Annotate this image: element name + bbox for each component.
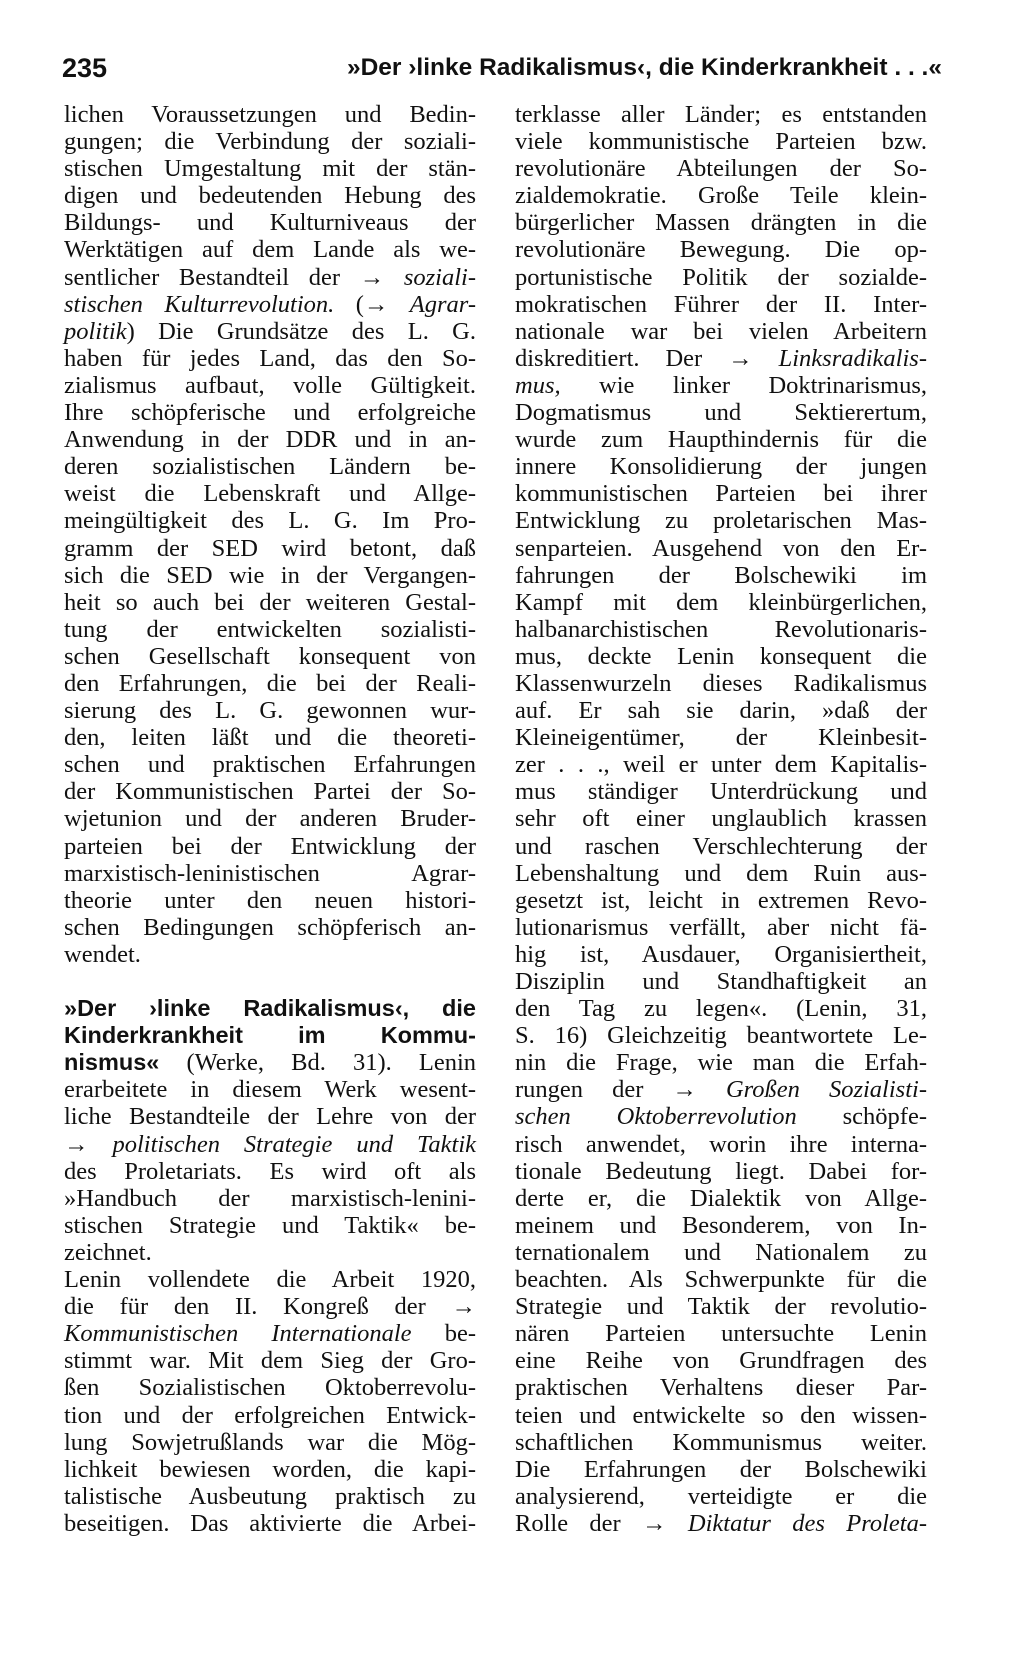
text-line: gungen; die Verbindung der soziali- [64, 128, 476, 156]
text-line: Lenin vollendete die Arbeit 1920, [64, 1266, 476, 1294]
text-line: Klassenwurzeln dieses Radikalismus [515, 669, 927, 697]
text-line: wendet. [64, 940, 141, 968]
entry-heading-line: nismus« (Werke, Bd. 31). Lenin [64, 1049, 476, 1077]
text-line: Entwicklung zu proletarischen Mas- [515, 507, 927, 535]
text-line: heit so auch bei der weiteren Gestal- [64, 588, 476, 616]
page-number: 235 [62, 53, 108, 83]
text-line: sierung des L. G. gewonnen wur- [64, 697, 476, 725]
text-line: praktischen Verhaltens dieser Par- [515, 1374, 927, 1402]
text-line: Dogmatismus und Sektierertum, [515, 399, 927, 427]
text-line: risch anwendet, worin ihre interna- [515, 1130, 927, 1158]
text-line: stischen Kulturrevolution. (→ Agrar- [64, 290, 476, 318]
right-column [515, 101, 927, 1537]
text-line: ßen Sozialistischen Oktoberrevolu- [64, 1374, 476, 1402]
text-line: Kleineigentümer, der Kleinbesit- [515, 724, 927, 752]
text-line: meingültigkeit des L. G. Im Pro- [64, 507, 476, 535]
text-line: »Handbuch der marxistisch-lenini- [64, 1184, 476, 1212]
text-line: Strategie und Taktik der revolutio- [515, 1293, 927, 1321]
text-line: deren sozialistischen Ländern be- [64, 453, 476, 481]
text-line: den Erfahrungen, die bei der Reali- [64, 669, 476, 697]
text-line: schen Gesellschaft konsequent von [64, 642, 476, 670]
text-line: teien und entwickelte so den wissen- [515, 1401, 927, 1429]
entry-heading-line: Kinderkrankheit im Kommu- [64, 1022, 476, 1049]
text-line: auf. Er sah sie darin, »daß der [515, 697, 927, 725]
text-line: Kampf mit dem kleinbürgerlichen, [515, 588, 927, 616]
text-line: innere Konsolidierung der jungen [515, 453, 927, 481]
text-line: mus, deckte Lenin konsequent die [515, 642, 927, 670]
text-line: Lebenshaltung und dem Ruin aus- [515, 859, 927, 887]
text-line: theorie unter den neuen histori- [64, 886, 476, 914]
text-line: nin die Frage, wie man die Erfah- [515, 1049, 927, 1077]
text-line: zer . . ., weil er unter dem Kapitalis- [515, 751, 927, 779]
text-line: schen Bedingungen schöpferisch an- [64, 913, 476, 941]
text-line: kommunistischen Parteien bei ihrer [515, 480, 927, 508]
text-line: revolutionäre Abteilungen der So- [515, 155, 927, 183]
text-line: stischen Umgestaltung mit der stän- [64, 155, 476, 183]
page-header [62, 50, 942, 90]
text-line: tionale Bedeutung liegt. Dabei for- [515, 1157, 927, 1185]
paragraph-gap [64, 968, 476, 995]
text-line: Anwendung in der DDR und in an- [64, 426, 476, 454]
text-line: meinem und Besonderem, von In- [515, 1211, 927, 1239]
text-line: eine Reihe von Grundfragen des [515, 1347, 927, 1375]
text-line: beachten. Als Schwerpunkte für die [515, 1266, 927, 1294]
text-line: marxistisch-leninistischen Agrar- [64, 859, 476, 887]
text-line: liche Bestandteile der Lehre von der [64, 1103, 476, 1131]
text-line: des Proletariats. Es wird oft als [64, 1157, 476, 1185]
text-line: die für den II. Kongreß der → [64, 1293, 476, 1321]
text-line: lichen Voraussetzungen und Bedin- [64, 101, 476, 128]
text-line: diskreditiert. Der → Linksradikalis- [515, 344, 927, 372]
text-line: zeichnet. [64, 1238, 152, 1266]
text-line: Kommunistischen Internationale be- [64, 1320, 476, 1348]
left-column [64, 101, 476, 1537]
text-line: portunistische Politik der sozialde- [515, 263, 927, 291]
text-line: Die Erfahrungen der Bolschewiki [515, 1455, 927, 1483]
text-line: sich die SED wie in der Vergangen- [64, 561, 476, 589]
text-line: parteien bei der Entwicklung der [64, 832, 476, 860]
text-line: lung Sowjetrußlands war die Mög- [64, 1428, 476, 1456]
text-line: Bildungs- und Kulturniveaus der [64, 209, 476, 237]
text-line: viele kommunistische Parteien bzw. [515, 128, 927, 156]
text-line: lichkeit bewiesen worden, die kapi- [64, 1455, 476, 1483]
text-line: derte er, die Dialektik von Allge- [515, 1184, 927, 1212]
text-line: Ihre schöpferische und erfolgreiche [64, 399, 476, 427]
text-line: und raschen Verschlechterung der [515, 832, 927, 860]
text-line: wjetunion und der anderen Bruder- [64, 805, 476, 833]
text-line: tung der entwickelten sozialisti- [64, 615, 476, 643]
running-title: »Der ›linke Radikalismus‹, die Kinderkrankheit . . .« [346, 54, 942, 81]
text-line: den, leiten läßt und die theoreti- [64, 724, 476, 752]
text-line: Rolle der → Diktatur des Proleta- [515, 1509, 927, 1537]
text-line: sentlicher Bestandteil der → soziali- [64, 263, 476, 291]
text-line: schen und praktischen Erfahrungen [64, 751, 476, 779]
text-line: stimmt war. Mit dem Sieg der Gro- [64, 1347, 476, 1375]
text-line: der Kommunistischen Partei der So- [64, 778, 476, 806]
text-line: zialismus aufbaut, volle Gültigkeit. [64, 371, 476, 399]
text-line: tion und der erfolgreichen Entwick- [64, 1401, 476, 1429]
text-line: haben für jedes Land, das den So- [64, 344, 476, 372]
text-line: Werktätigen auf dem Lande als we- [64, 236, 476, 264]
text-line: terklasse aller Länder; es entstanden [515, 101, 927, 128]
text-line: zialdemokratie. Große Teile klein- [515, 182, 927, 210]
entry-heading-line: »Der ›linke Radikalismus‹, die [64, 995, 476, 1022]
text-line: S. 16) Gleichzeitig beantwortete Le- [515, 1022, 927, 1050]
text-line: hig ist, Ausdauer, Organisiertheit, [515, 940, 927, 968]
text-line: lutionarismus verfällt, aber nicht fä- [515, 913, 927, 941]
text-line: Disziplin und Standhaftigkeit an [515, 968, 927, 995]
text-line: stischen Strategie und Taktik« be- [64, 1211, 476, 1239]
text-line: weist die Lebenskraft und Allge- [64, 480, 476, 508]
text-line: den Tag zu legen«. (Lenin, 31, [515, 995, 927, 1023]
text-line: halbanarchistischen Revolutionaris- [515, 615, 927, 643]
text-line: nären Parteien untersuchte Lenin [515, 1320, 927, 1348]
text-line: ternationalem und Nationalem zu [515, 1238, 927, 1266]
text-line: schaftlichen Kommunismus weiter. [515, 1428, 927, 1456]
text-line: senparteien. Ausgehend von den Er- [515, 534, 927, 562]
text-line: fahrungen der Bolschewiki im [515, 561, 927, 589]
text-line: rungen der → Großen Sozialisti- [515, 1076, 927, 1104]
text-line: mus ständiger Unterdrückung und [515, 778, 927, 806]
text-line: schen Oktoberrevolution schöpfe- [515, 1103, 927, 1131]
text-line: gesetzt ist, leicht in extremen Revo- [515, 886, 927, 914]
text-line: revolutionäre Bewegung. Die op- [515, 236, 927, 264]
text-line: analysierend, verteidigte er die [515, 1482, 927, 1510]
text-line: nationale war bei vielen Arbeitern [515, 317, 927, 345]
text-line: digen und bedeutenden Hebung des [64, 182, 476, 210]
text-line: politik) Die Grundsätze des L. G. [64, 317, 476, 345]
text-line: beseitigen. Das aktivierte die Arbei- [64, 1509, 476, 1537]
text-line: bürgerlicher Massen drängten in die [515, 209, 927, 237]
text-line: mus, wie linker Doktrinarismus, [515, 371, 927, 399]
text-line: gramm der SED wird betont, daß [64, 534, 476, 562]
text-line: mokratischen Führer der II. Inter- [515, 290, 927, 318]
text-line: erarbeitete in diesem Werk wesent- [64, 1076, 476, 1104]
text-line: → politischen Strategie und Taktik [64, 1130, 477, 1158]
text-line: sehr oft einer unglaublich krassen [515, 805, 927, 833]
text-line: talistische Ausbeutung praktisch zu [64, 1482, 476, 1510]
text-line: wurde zum Haupthindernis für die [515, 426, 927, 454]
